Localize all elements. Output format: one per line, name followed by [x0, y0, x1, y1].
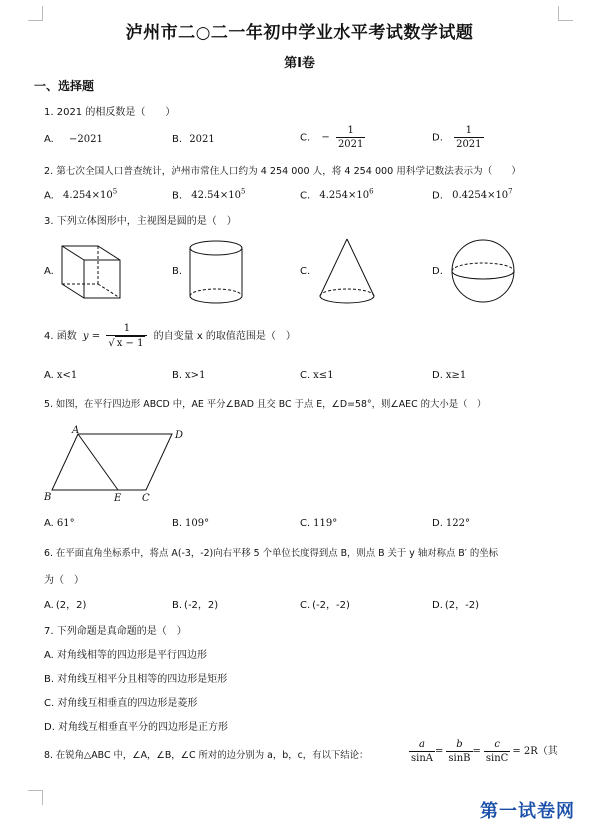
q5-a-label: A.	[44, 518, 54, 529]
q1-c-sign: −	[321, 132, 330, 143]
q3-d-label: D.	[432, 266, 443, 277]
exam-title: 泸州市二○二一年初中学业水平考试数学试题	[125, 23, 474, 43]
q2-a-base: 4.254×10	[63, 190, 113, 202]
q3-stem: 3. 下列立体图形中，主视图是圆的是（ ）	[44, 216, 237, 227]
q5-option-d	[432, 518, 470, 529]
q2-b-label: B.	[172, 190, 183, 202]
q5-c-label: C.	[300, 518, 311, 529]
q1-option-d	[432, 124, 484, 151]
q2-stem: 2. 第七次全国人口普查统计，泸州市常住人口约为 4 254 000 人，将 4 254 000 用科学记数法表示为（ ）	[44, 166, 522, 177]
q8-fraction-a	[409, 738, 435, 765]
q1-stem: 1. 2021 的相反数是（ ）	[44, 107, 176, 118]
q4-b-label: B.	[172, 370, 183, 381]
q2-c-label: C.	[300, 190, 311, 202]
q6-a-value: (2，2)	[55, 600, 87, 611]
q5-option-b	[172, 518, 209, 529]
q4-numerator: 1	[106, 322, 147, 336]
q6-a-label: A.	[44, 600, 54, 611]
parallelogram-figure	[40, 424, 200, 504]
q1-c-label: C.	[300, 132, 311, 144]
q4-option-b	[172, 370, 205, 381]
q4-denominator: √ x − 1	[108, 338, 144, 349]
q5-c-value: 119°	[313, 518, 338, 529]
q8-f2-denominator: sinB	[448, 753, 471, 764]
q8-law-of-sines	[406, 738, 558, 765]
q4-stem-prefix: 4. 函数	[44, 331, 77, 342]
q5-b-value: 109°	[185, 518, 210, 529]
q8-f1-denominator: sinA	[411, 753, 433, 764]
watermark-logo: 第一试卷网	[480, 801, 575, 822]
q5-stem: 5. 如图，在平行四边形 ABCD 中，AE 平分∠BAD 且交 BC 于点 E，∠D=58°，则∠AEC 的大小是（ ）	[44, 399, 487, 410]
q2-option-a	[44, 188, 117, 201]
q6-c-label: C.	[300, 600, 311, 611]
q4-a-label: A.	[44, 370, 54, 381]
point-a-label: A	[72, 425, 80, 436]
q8-fraction-c	[484, 738, 510, 765]
q8-equals-1: =	[435, 746, 444, 757]
q2-a-label: A.	[44, 190, 54, 202]
q4-equals: =	[91, 331, 101, 342]
q7-option-b: B. 对角线互相平分且相等的四边形是矩形	[44, 674, 228, 685]
q1-option-a	[44, 134, 103, 145]
q8-equals-2: =	[472, 746, 481, 757]
q3-b-label: B.	[172, 266, 183, 277]
q8-f2-numerator: b	[446, 738, 472, 752]
q4-d-label: D.	[432, 370, 443, 381]
q1-d-denominator: 2021	[456, 139, 482, 150]
q6-c-value: (-2，-2)	[312, 600, 350, 611]
q1-c-numerator: 1	[336, 124, 365, 138]
q6-option-b	[172, 596, 218, 611]
q4-function-y: y	[82, 331, 89, 342]
q6-option-c	[300, 596, 350, 611]
q1-a-value: −2021	[69, 134, 103, 145]
q6-d-label: D.	[432, 600, 443, 611]
q4-stem-suffix: 的自变量 x 的取值范围是（ ）	[153, 331, 296, 342]
q6-option-a	[44, 596, 86, 611]
point-d-label: D	[175, 430, 184, 441]
q1-c-denominator: 2021	[337, 139, 364, 150]
q4-option-a	[44, 370, 77, 381]
q4-stem	[44, 322, 296, 350]
q8-f1-numerator: a	[409, 738, 435, 752]
q8-stem: 8. 在锐角△ABC 中，∠A，∠B，∠C 所对的边分别为 a，b，c，有以下结论：	[44, 750, 369, 761]
q7-option-a: A. 对角线相等的四边形是平行四边形	[44, 650, 208, 661]
q7-stem: 7. 下列命题是真命题的是（ ）	[44, 626, 187, 637]
q6-stem-line2: 为（ ）	[44, 575, 84, 586]
q1-option-c	[300, 124, 365, 151]
triangular-prism-figure	[58, 238, 124, 306]
point-c-label: C	[142, 493, 150, 504]
q2-a-exponent: 5	[112, 188, 118, 196]
q2-b-exponent: 5	[240, 188, 246, 196]
q7-option-d: D. 对角线互相垂直平分的四边形是正方形	[44, 722, 229, 733]
q8-fraction-b	[446, 738, 472, 765]
q4-a-value: x<1	[56, 370, 78, 381]
q1-a-label: A.	[44, 134, 54, 145]
q2-option-d	[432, 188, 513, 201]
crop-mark-bottom-left	[28, 790, 43, 805]
q2-b-base: 42.54×10	[191, 190, 241, 202]
q8-f3-numerator: c	[484, 738, 510, 752]
q6-b-value: (-2，2)	[184, 600, 219, 611]
q7-option-c: C. 对角线互相垂直的四边形是菱形	[44, 698, 198, 709]
cylinder-figure	[186, 238, 246, 308]
q5-a-value: 61°	[56, 518, 75, 529]
sphere-figure	[448, 236, 518, 306]
q2-d-exponent: 7	[508, 188, 513, 196]
cone-figure	[316, 236, 378, 308]
q2-d-base: 0.4254×10	[452, 190, 509, 202]
q1-d-label: D.	[432, 132, 443, 144]
q4-radicand: x − 1	[116, 338, 144, 349]
q5-option-c	[300, 518, 337, 529]
section-heading: 一、选择题	[34, 79, 95, 93]
q2-option-c	[300, 188, 374, 201]
q2-d-label: D.	[432, 190, 443, 202]
q1-b-label: B.	[172, 134, 183, 145]
q6-stem-line1: 6. 在平面直角坐标系中，将点 A(-3，-2)向右平移 5 个单位长度得到点 B，则点 B 关于 y 轴对称点 B′ 的坐标	[44, 548, 498, 559]
point-e-label: E	[114, 493, 122, 504]
q4-b-value: x>1	[185, 370, 206, 381]
q5-b-label: B.	[172, 518, 183, 529]
exam-subtitle: 第Ⅰ卷	[284, 56, 315, 71]
q4-fraction	[106, 322, 147, 350]
q1-d-fraction	[454, 124, 483, 151]
q4-option-d	[432, 370, 466, 381]
q8-tail: = 2R（其	[512, 746, 558, 757]
q6-d-value: (2，-2)	[444, 600, 480, 611]
q6-option-d	[432, 596, 479, 611]
q1-d-numerator: 1	[454, 124, 483, 138]
q4-option-c	[300, 370, 334, 381]
q5-d-label: D.	[432, 518, 443, 529]
q4-c-value: x≤1	[313, 370, 334, 381]
q2-option-b	[172, 188, 245, 201]
q4-c-label: C.	[300, 370, 311, 381]
q3-a-label: A.	[44, 266, 54, 277]
q5-option-a	[44, 518, 75, 529]
q5-d-value: 122°	[445, 518, 470, 529]
q1-option-b	[172, 134, 215, 145]
q4-d-value: x≥1	[445, 370, 467, 381]
q6-b-label: B.	[172, 600, 183, 611]
q8-f3-denominator: sinC	[485, 753, 509, 764]
q3-c-label: C.	[300, 266, 311, 277]
q2-c-base: 4.254×10	[319, 190, 370, 202]
q1-b-value: 2021	[189, 134, 215, 145]
q2-c-exponent: 6	[369, 188, 374, 196]
point-b-label: B	[44, 492, 52, 503]
q1-c-fraction	[336, 124, 365, 151]
